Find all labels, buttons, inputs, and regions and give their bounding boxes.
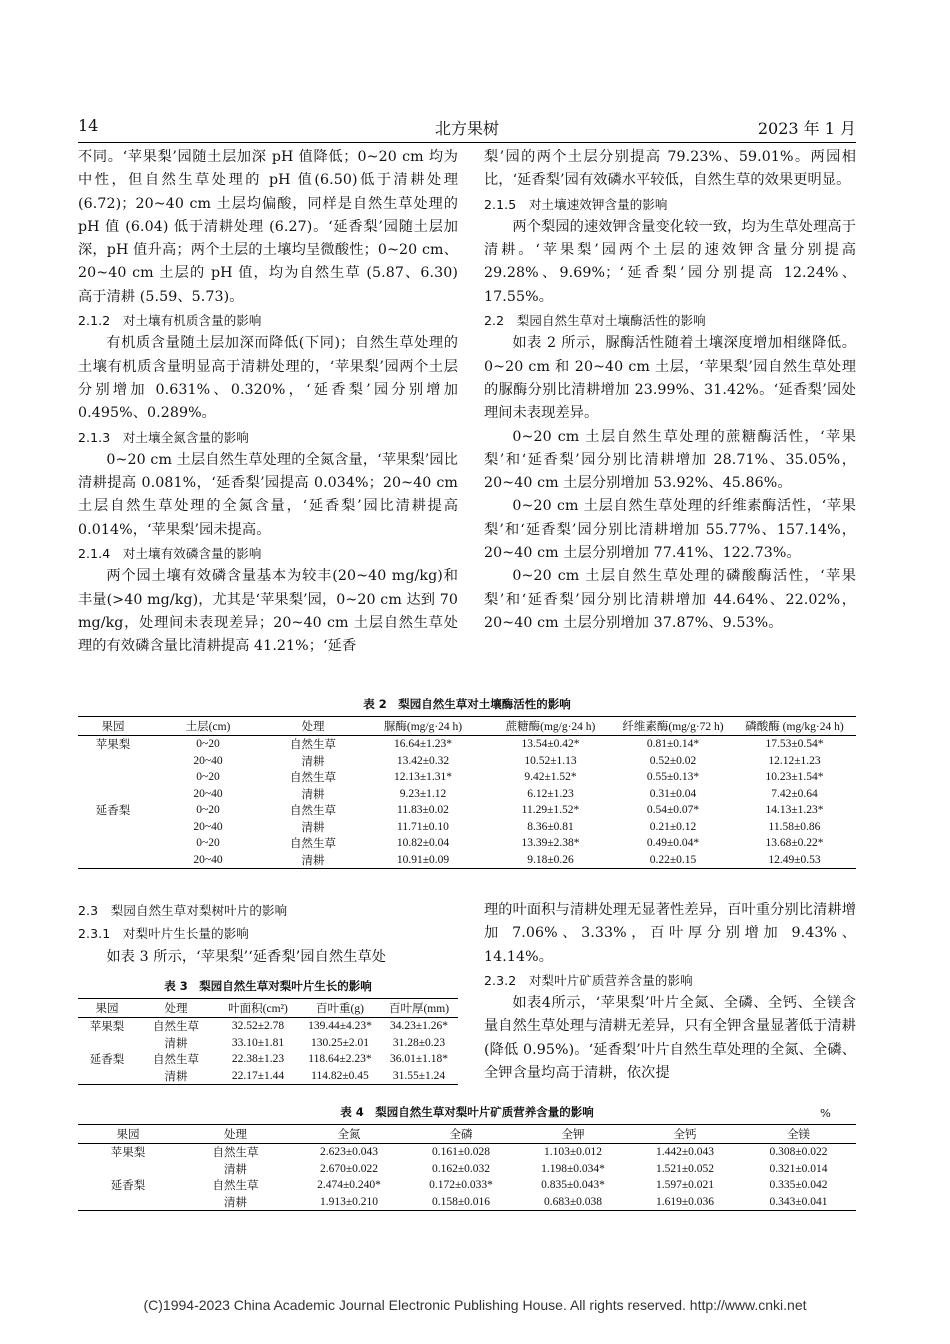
table-cell: 0.161±0.028: [431, 1146, 491, 1159]
body-paragraph: 0~20 cm 土层自然生草处理的纤维素酶活性，‘苹果梨’和‘延香梨’园分别比清耕增加 55.77%、157.14%，20~40 cm 土层分别增加 77.41%、122.73%。: [484, 498, 856, 562]
column-header: 脲酶(mg/g·24 h): [358, 717, 488, 736]
table2-caption: 表 2 梨园自然生草对土壤酶活性的影响: [363, 697, 571, 711]
right-column-middle: [484, 899, 856, 1085]
table-cell: 11.71±0.10: [397, 820, 449, 833]
table-cell: 自然生草: [153, 1054, 199, 1067]
table-cell: 0.52±0.02: [649, 754, 697, 767]
table-cell: 0.172±0.033*: [429, 1179, 493, 1192]
table-cell: 13.54±0.42*: [521, 738, 580, 751]
table-cell: 延香梨: [89, 1054, 125, 1067]
table-cell: 清耕: [301, 821, 325, 834]
table-cell: 22.38±1.23: [231, 1053, 285, 1066]
table-cell: 1.619±0.036: [629, 1194, 741, 1211]
table-row: [78, 1051, 458, 1068]
left-column-top: [78, 146, 458, 659]
table-cell: [78, 852, 148, 869]
table-cell: 20~40: [148, 852, 268, 869]
table-row: [78, 1018, 458, 1035]
table-cell: 0.335±0.042: [769, 1179, 828, 1192]
table-cell: 0~20: [196, 738, 220, 751]
table-row: [78, 1068, 458, 1085]
table-cell: 自然生草: [212, 1180, 259, 1193]
table-cell: 139.44±4.23*: [308, 1020, 372, 1033]
table2-enzyme-activity: [78, 716, 856, 869]
table-row: [78, 1161, 856, 1178]
table-cell: 0.308±0.022: [769, 1146, 828, 1159]
body-paragraph: 有机质含量随土层加深而降低(下同)；自然生草处理的土壤有机质含量明显高于清耕处理的，‘苹果梨’园两个土层分别增加 0.631%、0.320%，‘延香梨’园分别增加 0.495%、0.289%。: [78, 335, 458, 422]
table-cell: 0.22±0.15: [613, 852, 733, 869]
body-paragraph: 两个梨园的速效钾含量变化较一致，均为生草处理高于清耕。‘苹果梨’园两个土层的速效钾含量分别提高 29.28%、9.69%；‘延香梨’园分别提高 12.24%、17.55%。: [484, 218, 856, 305]
table-cell: 0.835±0.043*: [541, 1179, 605, 1192]
table-cell: 0.162±0.032: [431, 1162, 491, 1175]
table-cell: 13.39±2.38*: [521, 837, 580, 850]
table-cell: 延香梨: [95, 805, 131, 818]
table-cell: 清耕: [178, 1194, 293, 1211]
table-cell: 0~20: [196, 771, 220, 784]
table-row: [78, 1035, 458, 1052]
column-header: 全磷: [405, 1125, 517, 1144]
table-cell: 8.36±0.81: [527, 820, 574, 833]
table-cell: 31.28±0.23: [392, 1036, 446, 1049]
table-cell: 0.343±0.041: [741, 1194, 856, 1211]
body-paragraph: 如表 3 所示，‘苹果梨’‘延香梨’园自然生草处: [106, 948, 387, 965]
table-cell: 清耕: [136, 1068, 216, 1085]
table-cell: 22.17±1.44: [216, 1068, 300, 1085]
section-heading: 2.1.3 对土壤全氮含量的影响: [78, 429, 249, 445]
column-header: 磷酸酶 (mg/kg·24 h): [733, 717, 856, 736]
table-cell: 9.42±1.52*: [524, 771, 577, 784]
table-cell: 11.58±0.86: [768, 820, 821, 833]
column-header: 全钙: [629, 1125, 741, 1144]
table-cell: 31.55±1.24: [380, 1068, 458, 1085]
table-row: [78, 1177, 856, 1194]
table-cell: 1.913±0.210: [293, 1194, 405, 1211]
table-cell: 0.31±0.04: [649, 787, 697, 800]
body-paragraph: 如表4所示，‘苹果梨’叶片全氮、全磷、全钙、全镁含量自然生草处理与清耕无差异，只有全钾含量显著低于清耕(降低 0.95%)。‘延香梨’叶片自然生草处理的全氮、全磷、全钾含量均高于清耕，依次提: [484, 995, 856, 1082]
section-heading: 2.3.1 对梨叶片生长量的影响: [78, 926, 249, 942]
table4-caption: 表 4 梨园自然生草对梨叶片矿质营养含量的影响: [340, 1105, 594, 1119]
table-cell: 自然生草: [290, 838, 336, 851]
section-heading: 2.1.4 对土壤有效磷含量的影响: [78, 546, 262, 562]
table-cell: 32.52±2.78: [231, 1020, 285, 1033]
column-header: 处理: [178, 1125, 293, 1144]
table-cell: 0~20: [196, 804, 220, 817]
table3-leaf-growth: [78, 998, 458, 1085]
page-number: 14: [78, 116, 99, 135]
table-cell: 1.442±0.043: [655, 1146, 715, 1159]
table-cell: [78, 786, 148, 803]
table-cell: 2.474±0.240*: [317, 1179, 381, 1192]
table-cell: [78, 769, 148, 786]
table-cell: 0~20: [196, 837, 220, 850]
table-cell: 0.54±0.07*: [646, 804, 700, 817]
table-cell: 13.68±0.22*: [765, 837, 824, 850]
table-cell: [78, 835, 148, 852]
table-cell: 自然生草: [153, 1021, 199, 1034]
table-cell: 13.42±0.32: [396, 754, 450, 767]
table-cell: 7.42±0.64: [771, 787, 818, 800]
table-cell: 苹果梨: [89, 1021, 125, 1034]
table-cell: 0.158±0.016: [405, 1194, 517, 1211]
table-row: [78, 769, 856, 786]
body-paragraph: 理的叶面积与清耕处理无显著性差异，百叶重分别比清耕增加 7.06%、3.33%，百叶厚分别增加 9.43%、14.14%。: [484, 902, 856, 965]
table-row: [78, 802, 856, 819]
table-row: [78, 819, 856, 836]
table-row: [78, 1144, 856, 1161]
column-header: 果园: [78, 1125, 178, 1144]
table-cell: 10.52±1.13: [524, 754, 577, 767]
table-row: [78, 753, 856, 770]
column-header: 果园: [78, 717, 148, 736]
table-cell: 118.64±2.23*: [308, 1053, 372, 1066]
table-cell: 10.23±1.54*: [765, 771, 824, 784]
table-cell: 20~40: [193, 754, 223, 767]
table-cell: 34.23±1.26*: [389, 1020, 449, 1033]
column-header: 处理: [136, 999, 216, 1018]
table-cell: 苹果梨: [95, 739, 131, 752]
journal-name: 北方果树: [434, 119, 499, 138]
table-cell: 6.12±1.23: [527, 787, 574, 800]
table-row: [78, 852, 856, 869]
table-cell: 20~40: [193, 787, 223, 800]
table-cell: 0.683±0.038: [517, 1194, 629, 1211]
table-cell: 9.23±1.12: [399, 787, 447, 800]
table-cell: 2.623±0.043: [319, 1146, 379, 1159]
table-row: [78, 1194, 856, 1211]
table-cell: 自然生草: [290, 805, 336, 818]
body-paragraph: 0~20 cm 土层自然生草处理的磷酸酶活性，‘苹果梨’和‘延香梨’园分别比清耕增加 44.64%、22.02%，20~40 cm 土层分别增加 37.87%、9.53%。: [484, 568, 856, 631]
table-cell: 清耕: [301, 788, 325, 801]
table-row: [78, 835, 856, 852]
column-header: 土层(cm): [148, 717, 268, 736]
table4-unit: %: [820, 1106, 831, 1120]
table-cell: 0.81±0.14*: [646, 738, 700, 751]
table-cell: 16.64±1.23*: [393, 738, 453, 751]
table-cell: 自然生草: [290, 739, 336, 752]
table4-leaf-mineral: [78, 1124, 856, 1211]
column-header: 全氮: [293, 1125, 405, 1144]
table-cell: 苹果梨: [110, 1147, 146, 1160]
section-heading: 2.1.2 对土壤有机质含量的影响: [78, 313, 262, 329]
table-cell: 1.597±0.021: [655, 1179, 715, 1192]
column-header: 纤维素酶(mg/g·72 h): [613, 717, 733, 736]
table-cell: 0.21±0.12: [649, 820, 697, 833]
column-header: 全钾: [517, 1125, 629, 1144]
body-paragraph: 0~20 cm 土层自然生草处理的蔗糖酶活性，‘苹果梨’和‘延香梨’园分别比清耕增加 28.71%、35.05%，20~40 cm 土层分别增加 53.92%、45.86%。: [484, 428, 856, 492]
running-header: [78, 116, 856, 143]
column-header: 百叶厚(mm): [380, 999, 458, 1018]
body-paragraph: 0~20 cm 土层自然生草处理的全氮含量，‘苹果梨’园比清耕提高 0.081%，‘延香梨’园提高 0.034%；20~40 cm土层自然生草处理的全氮含量，‘延香梨’园比清耕提高0.014%，‘苹果梨’园未提高。: [78, 451, 458, 538]
table-cell: [78, 819, 148, 836]
table-cell: 130.25±2.01: [310, 1036, 370, 1049]
table-row: [78, 786, 856, 803]
table-cell: [78, 753, 148, 770]
body-paragraph: 如表 2 所示，脲酶活性随着土壤深度增加相继降低。0~20 cm 和 20~40 cm 土层，‘苹果梨’园自然生草处理的脲酶分别比清耕增加 23.99%、31.42%。‘延香梨’园处理间未表现差异。: [484, 335, 856, 422]
left-column-middle: [78, 899, 458, 969]
table-row: [78, 736, 856, 753]
table-cell: 9.18±0.26: [488, 852, 613, 869]
table-cell: 清耕: [268, 852, 358, 869]
section-heading: 2.2 梨园自然生草对土壤酶活性的影响: [484, 313, 706, 329]
table-cell: 2.670±0.022: [319, 1162, 379, 1175]
issue-date: 2023 年 1 月: [757, 119, 856, 138]
table-cell: 114.82±0.45: [300, 1068, 380, 1085]
table-cell: 0.321±0.014: [769, 1162, 828, 1175]
table-cell: [78, 1068, 136, 1085]
table-cell: 17.53±0.54*: [765, 738, 824, 751]
body-paragraph: 梨’园的两个土层分别提高 79.23%、59.01%。两园相比，‘延香梨’园有效磷水平较低，自然生草的效果更明显。: [484, 149, 856, 189]
table-cell: 1.521±0.052: [655, 1162, 715, 1175]
right-column-top: [484, 146, 856, 635]
column-header: 处理: [268, 717, 358, 736]
copyright-footer: (C)1994-2023 China Academic Journal Electronic Publishing House. All rights reserved. http://www.cnki.net: [143, 1297, 807, 1313]
column-header: 蔗糖酶(mg/g·24 h): [488, 717, 613, 736]
table-cell: 11.83±0.02: [397, 804, 449, 817]
table-cell: 10.82±0.04: [396, 837, 450, 850]
section-heading: 2.1.5 对土壤速效钾含量的影响: [484, 196, 668, 212]
section-heading: 2.3 梨园自然生草对梨树叶片的影响: [78, 903, 288, 918]
column-header: 果园: [78, 999, 136, 1018]
table-cell: 12.12±1.23: [768, 754, 821, 767]
table-cell: 14.13±1.23*: [765, 804, 824, 817]
table3-caption: 表 3 梨园自然生草对梨叶片生长的影响: [164, 979, 372, 993]
table-cell: 延香梨: [110, 1180, 146, 1193]
section-heading: 2.3.2 对梨叶片矿质营养含量的影响: [484, 972, 693, 988]
table-cell: 0.55±0.13*: [646, 771, 700, 784]
column-header: 百叶重(g): [300, 999, 380, 1018]
table-cell: 清耕: [224, 1163, 247, 1176]
table-cell: 1.103±0.012: [543, 1146, 603, 1159]
table-cell: [78, 1035, 136, 1052]
table-cell: 1.198±0.034*: [541, 1162, 605, 1175]
table-cell: 自然生草: [290, 772, 336, 785]
table-cell: 清耕: [164, 1037, 188, 1050]
table-cell: 0.49±0.04*: [646, 837, 700, 850]
table-cell: [78, 1194, 178, 1211]
table-cell: 12.49±0.53: [733, 852, 856, 869]
table-cell: 自然生草: [212, 1147, 259, 1160]
table-cell: 33.10±1.81: [231, 1036, 285, 1049]
table-cell: 11.29±1.52*: [521, 804, 580, 817]
body-paragraph: 不同。‘苹果梨’园随土层加深 pH 值降低；0~20 cm 均为中性，但自然生草处理的 pH 值(6.50)低于清耕处理(6.72)；20~40 cm 土层均偏酸，同样是自然生草处理的 pH 值 (6.04) 低于清耕处理 (6.27)。‘延香梨’园随土层加深，pH 值升高；两个土层的土壤均呈微酸性；0~20 cm、20~40 cm 土层的 pH 值，均为自然生草 (5.87、6.30) 高于清耕 (5.59、5.73)。: [78, 149, 458, 305]
table-cell: 10.91±0.09: [358, 852, 488, 869]
column-header: 叶面积(cm²): [216, 999, 300, 1018]
table-cell: 清耕: [301, 755, 325, 768]
table-cell: 36.01±1.18*: [389, 1053, 449, 1066]
column-header: 全镁: [741, 1125, 856, 1144]
table-cell: [78, 1161, 178, 1178]
body-paragraph: 两个园土壤有效磷含量基本为较丰(20~40 mg/kg)和丰量(>40 mg/kg)，尤其是‘苹果梨’园，0~20 cm 达到 70 mg/kg，处理间未表现差异；20~40 cm 土层自然生草处理的有效磷含量比清耕提高 41.21%；‘延香: [78, 568, 458, 655]
table-cell: 20~40: [193, 820, 223, 833]
table-cell: 12.13±1.31*: [393, 771, 453, 784]
